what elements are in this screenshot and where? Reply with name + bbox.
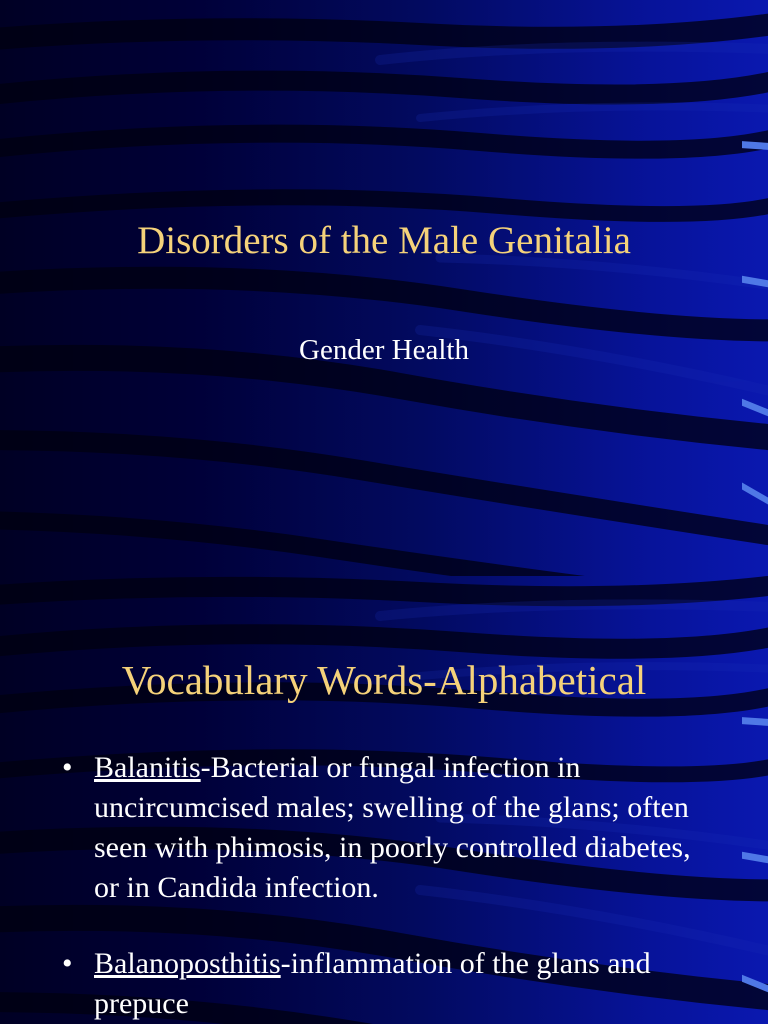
vocabulary-definition: -inflammation of the glans and prepuce xyxy=(94,947,651,1020)
slide-vocabulary xyxy=(0,576,768,1024)
bullet-icon: • xyxy=(62,751,73,784)
slide-2-title: Vocabulary Words-Alphabetical xyxy=(121,657,647,703)
slide-1-title: Disorders of the Male Genitalia xyxy=(137,219,631,262)
bullet-icon: • xyxy=(62,947,73,980)
list-item xyxy=(62,748,702,908)
slide-1-subtitle: Gender Health xyxy=(299,334,469,366)
vocabulary-list xyxy=(62,748,702,1024)
vocabulary-term: Balanoposthitis xyxy=(94,947,281,980)
list-item xyxy=(62,944,702,1024)
vocabulary-definition: -Bacterial or fungal infection in uncircumcised males; swelling of the glans; often seen with phimosis, in poorly controlled diabetes, or in Candida infection. xyxy=(94,751,691,904)
vocabulary-term: Balanitis xyxy=(94,751,201,784)
